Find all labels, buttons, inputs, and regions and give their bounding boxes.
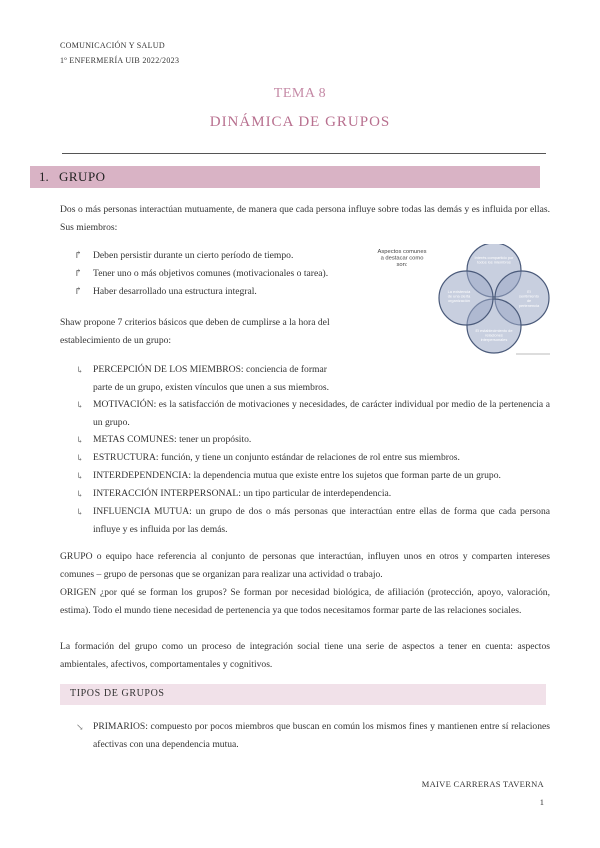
bullet-hook-icon: ↳ bbox=[76, 400, 84, 410]
criteria-item bbox=[76, 361, 550, 397]
formacion-paragraph: La formación del grupo como un proceso de integración social tiene una serie de aspectos a tener en cuenta: aspectos ambientales, afectivos, comportamentales y cognitivos. bbox=[60, 641, 550, 670]
origen-paragraph: ORIGEN ¿por qué se forman los grupos? Se forman por necesidad biológica, de afiliación (protección, apoyo, valoración, estima). Todo el mundo tiene necesidad de pertenencia ya que todos necesitamos formar parte de las relaciones sociales. bbox=[60, 587, 550, 616]
criteria-item bbox=[76, 503, 550, 539]
section-heading bbox=[30, 166, 540, 188]
criteria-item bbox=[76, 467, 550, 485]
criteria-item bbox=[76, 396, 550, 432]
bullet-hook-icon: ↳ bbox=[76, 489, 84, 499]
criteria-item bbox=[76, 485, 550, 503]
topic-number: TEMA 8 bbox=[273, 86, 327, 101]
page-number: 1 bbox=[539, 797, 544, 807]
bullet-hook-icon: ↳ bbox=[76, 453, 84, 463]
criteria-text: ESTRUCTURA: función, y tiene un conjunto estándar de relaciones de rol entre sus miembros. bbox=[93, 452, 460, 463]
header-course: COMUNICACIÓN Y SALUD bbox=[60, 41, 165, 50]
diagram-label-left: La existencia de una cierta organización bbox=[447, 289, 471, 304]
header-degree: 1º ENFERMERÍA UIB 2022/2023 bbox=[60, 56, 180, 65]
criteria-text: METAS COMUNES: tener un propósito. bbox=[93, 434, 252, 445]
list-item-text: Tener uno o más objetivos comunes (motivacionales o tarea). bbox=[93, 268, 329, 279]
group-aspects-diagram bbox=[366, 244, 550, 356]
criteria-text: INTERDEPENDENCIA: la dependencia mutua que existe entre los sujetos que forman parte de un grupo. bbox=[93, 470, 501, 481]
list-item-text: Haber desarrollado una estructura integral. bbox=[93, 286, 257, 297]
bullet-hook-icon: ↳ bbox=[76, 471, 84, 481]
grupo-paragraph: GRUPO o equipo hace referencia al conjunto de personas que interactúan, influyen unos en otros y comparten intereses comunes – grupo de personas que se organizan para realizar una actividad o trabajo. bbox=[60, 551, 550, 580]
diagram-caption: Aspectos comunes a destacar como son: bbox=[377, 249, 427, 268]
section-title: GRUPO bbox=[59, 169, 106, 184]
list-item-text: Deben persistir durante un cierto período de tiempo. bbox=[93, 250, 294, 261]
subsection-title: TIPOS DE GRUPOS bbox=[70, 688, 165, 699]
document-header bbox=[60, 38, 179, 68]
types-text: PRIMARIOS: compuesto por pocos miembros que buscan en común los mismos fines y mantienen entre sí relaciones afectivas con una dependencia mutua. bbox=[93, 721, 550, 750]
diagram-label-bottom: El establecimiento de relaciones interpersonales bbox=[475, 328, 513, 343]
diagram-label-right: El sentimiento de pertenencia bbox=[518, 289, 540, 308]
bullet-arrow-icon: ↱ bbox=[74, 286, 83, 297]
bullet-hook-icon: ↳ bbox=[76, 365, 84, 375]
page-title: DINÁMICA DE GRUPOS bbox=[209, 114, 391, 130]
bullet-arrow-icon: ↱ bbox=[74, 268, 83, 279]
criteria-item bbox=[76, 449, 550, 467]
section-number: 1. bbox=[39, 169, 49, 184]
types-item bbox=[76, 718, 550, 754]
criteria-text: INFLUENCIA MUTUA: un grupo de dos o más personas que interactúan entre ellas de forma que cada persona influye y es influida por las demás. bbox=[93, 506, 550, 535]
intro-paragraph: Dos o más personas interactúan mutuamente, de manera que cada persona influye sobre todas las demás y es influida por ellas. Sus miembros: bbox=[60, 204, 550, 233]
shaw-paragraph: Shaw propone 7 criterios básicos que deben de cumplirse a la hora del establecimiento de un grupo: bbox=[60, 317, 330, 346]
footer-author: MAIVE CARRERAS TAVERNA bbox=[421, 779, 544, 789]
title-divider bbox=[62, 153, 546, 154]
criteria-text-line2: parte de un grupo, existen vínculos que unen a sus miembros. bbox=[93, 382, 330, 393]
subsection-heading bbox=[60, 684, 546, 705]
diagram-label-top: Interés compartido por todos los miembros bbox=[474, 255, 514, 265]
criteria-text-line1: PERCEPCIÓN DE LOS MIEMBROS: conciencia de formar bbox=[93, 364, 327, 375]
criteria-text: INTERACCIÓN INTERPERSONAL: un tipo particular de interdependencia. bbox=[93, 488, 392, 499]
criteria-text: MOTIVACIÓN: es la satisfacción de motivaciones y necesidades, de carácter individual por medio de la pertenencia a un grupo. bbox=[93, 399, 550, 428]
bullet-hook-icon: ↳ bbox=[76, 507, 84, 517]
criteria-item bbox=[76, 431, 550, 449]
bullet-hook-icon: ↳ bbox=[76, 435, 84, 445]
bullet-arrow-icon: ↱ bbox=[74, 250, 83, 261]
bullet-check-icon: ↘ bbox=[76, 722, 84, 732]
